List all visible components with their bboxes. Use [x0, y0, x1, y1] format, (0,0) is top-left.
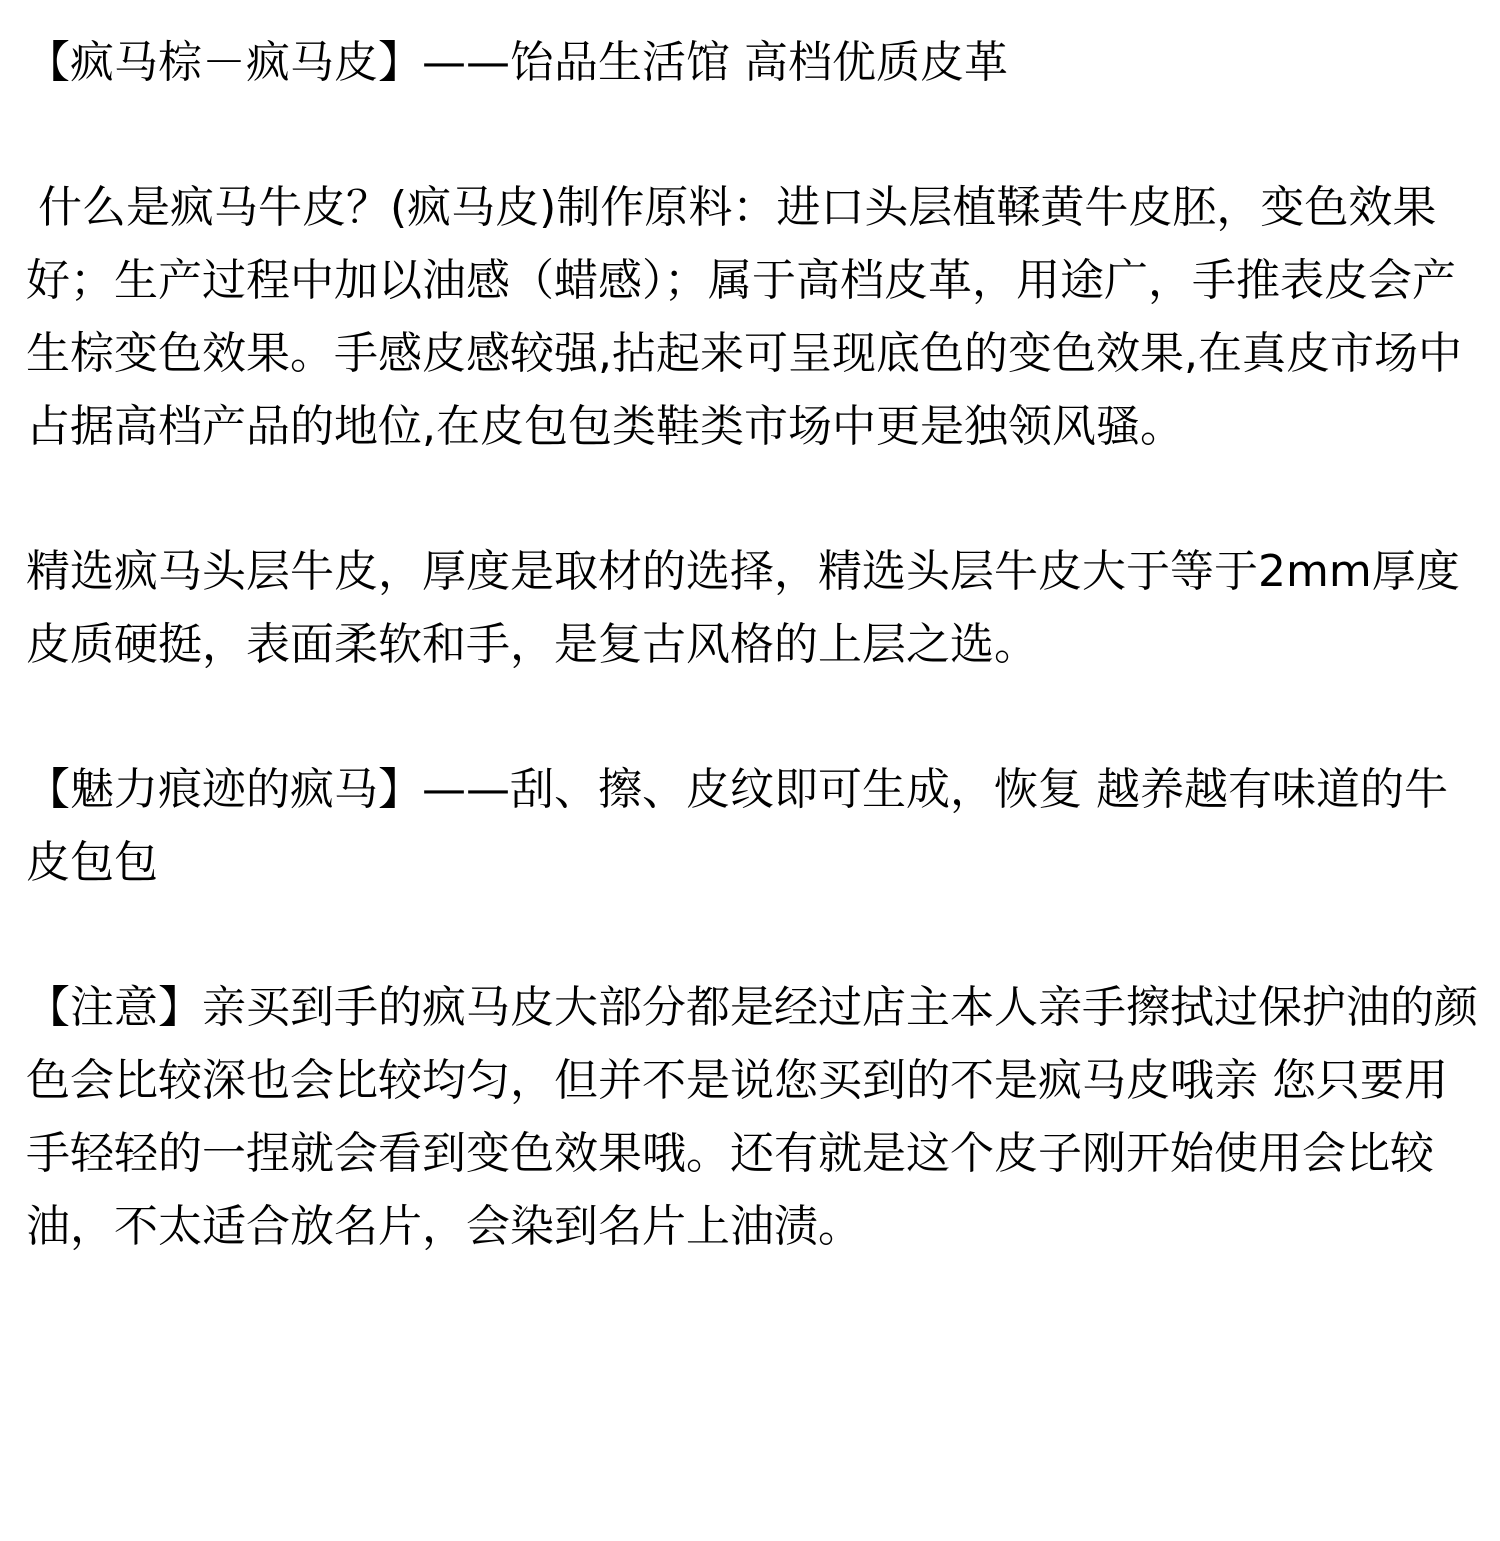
spacer	[26, 681, 1488, 753]
spacer	[26, 99, 1488, 171]
intro-paragraph: 什么是疯马牛皮？(疯马皮)制作原料：进口头层植鞣黄牛皮胚，变色效果好；生产过程中加以油感（蜡感）；属于高档皮革，用途广，手推表皮会产生棕变色效果。手感皮感较强,拈起来可呈现底色的变色效果,在真皮市场中占据高档产品的地位,在皮包包类鞋类市场中更是独领风骚。	[26, 182, 1462, 452]
notice-paragraph: 【注意】亲买到手的疯马皮大部分都是经过店主本人亲手擦拭过保护油的颜色会比较深也会比较均匀，但并不是说您买到的不是疯马皮哦亲 您只要用手轻轻的一捏就会看到变色效果哦。还有就是这个皮子刚开始使用会比较油，不太适合放名片，会染到名片上油渍。	[26, 982, 1478, 1252]
charm-paragraph: 【魅力痕迹的疯马】——刮、擦、皮纹即可生成，恢复 越养越有味道的牛皮包包	[26, 764, 1448, 888]
spacer	[26, 899, 1488, 971]
heading-line: 【疯马棕－疯马皮】——饴品生活馆 高档优质皮革	[26, 37, 1008, 88]
spacer	[26, 463, 1488, 535]
selection-paragraph: 精选疯马头层牛皮，厚度是取材的选择，精选头层牛皮大于等于2mm厚度皮质硬挺，表面柔软和手，是复古风格的上层之选。	[26, 546, 1460, 670]
document-body	[26, 26, 1488, 1263]
